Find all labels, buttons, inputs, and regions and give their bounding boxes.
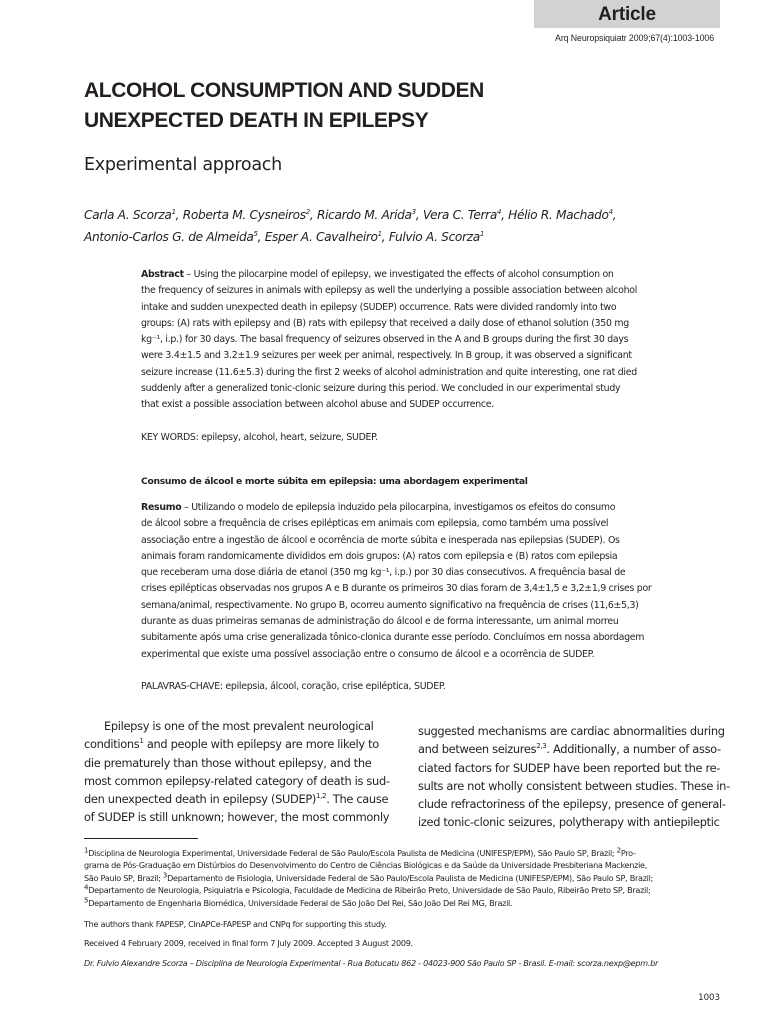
affiliation-line: grama de Pós-Graduação em Distúrbios do Desenvolvimento do Centro de Ciências Biológicas e da Saúde da Universidade Presbiteriana Mackenzie, — [84, 860, 648, 871]
abstract-line: seizure increase (11.6±5.3) during the first 2 weeks of alcohol administration and quite interesting, one rat died — [141, 366, 637, 378]
affiliations — [84, 847, 724, 909]
page-number: 1003 — [698, 993, 720, 1003]
author-list — [84, 204, 724, 248]
body-line: ciated factors for SUDEP have been reported but the re- — [418, 760, 721, 775]
acknowledgements: The authors thank FAPESP, CInAPCe-FAPESP and CNPq for supporting this study. — [84, 919, 387, 929]
portuguese-title: Consumo de álcool e morte súbita em epilepsia: uma abordagem experimental — [141, 476, 528, 487]
abstract-line: suddenly after a generalized tonic-clonic seizure during this period. We concluded in our experimental study — [141, 383, 621, 395]
body-line: of SUDEP is still unknown; however, the most commonly — [84, 810, 390, 825]
abstract-line: groups: (A) rats with epilepsy and (B) rats with epilepsy that received a daily dose of ethanol solution (350 mg — [141, 317, 629, 329]
abstract-line: intake and sudden unexpected death in epilepsy (SUDEP) occurrence. Rats were divided randomly into two — [141, 301, 617, 313]
body-line: ized tonic-clonic seizures, polytherapy with antiepileptic — [418, 815, 720, 830]
resumo-line: crises epilépticas observadas nos grupos A e B durante os primeiros 30 dias foram de 3,4±1,5 e 3,2±1,9 crises por — [141, 583, 652, 595]
abstract-block — [141, 267, 725, 414]
author: Hélio R. Machado$^4$, — [508, 207, 617, 222]
resumo-line: experimental que existe uma possível associação entre o consumo de álcool e a ocorrência de SUDEP. — [141, 648, 595, 660]
resumo-line: de álcool sobre a frequência de crises epilépticas em animais com epilepsia, como também uma possível — [141, 518, 609, 530]
journal-citation: Arq Neuropsiquiatr 2009;67(4):1003-1006 — [555, 33, 714, 43]
abstract-line: the frequency of seizures in animals with epilepsy as well the underlying a possible association between alcohol — [141, 285, 638, 297]
resumo-line: associação entre a ingestão de álcool e ocorrência de morte súbita e inesperada nas epilepsias (SUDEP). Os — [141, 534, 620, 546]
title-line: ALCOHOL CONSUMPTION AND SUDDEN — [84, 79, 484, 102]
body-line: Epilepsy is one of the most prevalent neurological — [104, 719, 374, 733]
resumo-line: Resumo – Utilizando o modelo de epilepsia induzido pela pilocarpina, investigamos os efeitos do consumo — [141, 502, 616, 513]
resumo-line: que receberam uma dose diária de etanol (350 mg kg⁻¹, i.p.) por 30 dias consecutivos. A frequência basal de — [141, 567, 626, 579]
affiliation-line: $^1$Disciplina de Neurologia Experimental, Universidade Federal de São Paulo/Escola Paulista de Medicina (UNIFESP/EPM), São Paulo SP, Brazil; $^2$Pro- — [84, 846, 636, 858]
body-line: die prematurely than those without epilepsy, and the — [84, 755, 372, 770]
body-column-left — [84, 717, 390, 827]
abstract-line: Abstract – Using the pilocarpine model of epilepsy, we investigated the effects of alcohol consumption on — [141, 269, 614, 280]
affiliation-line: São Paulo SP, Brazil; $^3$Departamento de Fisiologia, Universidade Federal de São Paulo/Escola Paulista de Medicina (UNIFESP/EPM), São Paulo SP, Brazil; — [84, 871, 654, 883]
author: Fulvio A. Scorza$^1$ — [388, 229, 484, 244]
abstract-line: were 3.4±1.5 and 3.2±1.9 seizures per week per animal, respectively. In B group, it was observed a significant — [141, 350, 632, 362]
resumo-label: Resumo — [141, 502, 182, 513]
palavras-chave: PALAVRAS-CHAVE: epilepsia, álcool, coração, crise epiléptica, SUDEP. — [141, 681, 446, 692]
affiliation-line: $^4$Departamento de Neurologia, Psiquiatria e Psicologia, Faculdade de Medicina de Ribeirão Preto, Universidade de São Paulo, Ribeirão Preto SP, Brazil; — [84, 883, 651, 896]
resumo-line: subitamente após uma crise generalizada tônico-clonica durante esse período. Concluímos em nossa abordagem — [141, 632, 645, 644]
article-title — [84, 76, 684, 136]
resumo-line: semana/animal, respectivamente. No grupo B, ocorreu aumento significativo na frequência de crises (11,6±5,3) — [141, 599, 639, 611]
body-column-right — [418, 722, 730, 832]
author: Esper A. Cavalheiro$^1$, — [264, 229, 389, 244]
keywords: KEY WORDS: epilepsy, alcohol, heart, seizure, SUDEP. — [141, 432, 378, 443]
resumo-line: durante as duas primeiras semanas de administração do álcool e de forma interessante, um animal morreu — [141, 616, 619, 628]
body-line: suggested mechanisms are cardiac abnormalities during — [418, 724, 725, 738]
resumo-line: animais foram randomicamente divididos em dois grupos: (A) ratos com epilepsia e (B) ratos com epilepsia — [141, 550, 618, 562]
author: Vera C. Terra$^4$, — [422, 207, 509, 222]
author: Ricardo M. Arida$^3$, — [316, 207, 423, 222]
body-line: den unexpected death in epilepsy (SUDEP)$^{1,2}$. The cause — [84, 792, 389, 807]
article-subtitle: Experimental approach — [84, 155, 282, 175]
abstract-label: Abstract — [141, 269, 184, 280]
title-line: UNEXPECTED DEATH IN EPILEPSY — [84, 109, 429, 132]
body-line: sults are not wholly consistent between studies. These in- — [418, 778, 730, 793]
body-line: conditions$^1$ and people with epilepsy are more likely to — [84, 737, 379, 752]
author: Antonio-Carlos G. de Almeida$^5$, — [84, 229, 265, 244]
author: Carla A. Scorza$^1$, — [84, 207, 183, 222]
body-line: clude refractoriness of the epilepsy, presence of general- — [418, 797, 726, 812]
received-dates: Received 4 February 2009, received in final form 7 July 2009. Accepted 3 August 2009. — [84, 938, 413, 948]
affiliation-line: $^5$Departamento de Engenharia Biomédica, Universidade Federal de São João Del Rei, São João Del Rei MG, Brazil. — [84, 895, 513, 908]
article-type-label: Article — [534, 0, 720, 28]
author: Roberta M. Cysneiros$^2$, — [182, 207, 317, 222]
resumo-block — [141, 500, 725, 663]
footnote-rule — [84, 838, 198, 839]
body-line: and between seizures$^{2,3}$. Additionally, a number of asso- — [418, 742, 721, 757]
abstract-line: that exist a possible association between alcohol abuse and SUDEP occurrence. — [141, 399, 494, 411]
correspondence: Dr. Fulvio Alexandre Scorza – Disciplina de Neurologia Experimental - Rua Botucatu 862 - 04023-900 São Paulo SP - Brasil. E-mail: scorza.nexp@epm.br — [84, 958, 659, 968]
body-line: most common epilepsy-related category of death is sud- — [84, 773, 390, 788]
abstract-line: kg⁻¹, i.p.) for 30 days. The basal frequency of seizures observed in the A and B groups during the first 30 days — [141, 334, 629, 346]
